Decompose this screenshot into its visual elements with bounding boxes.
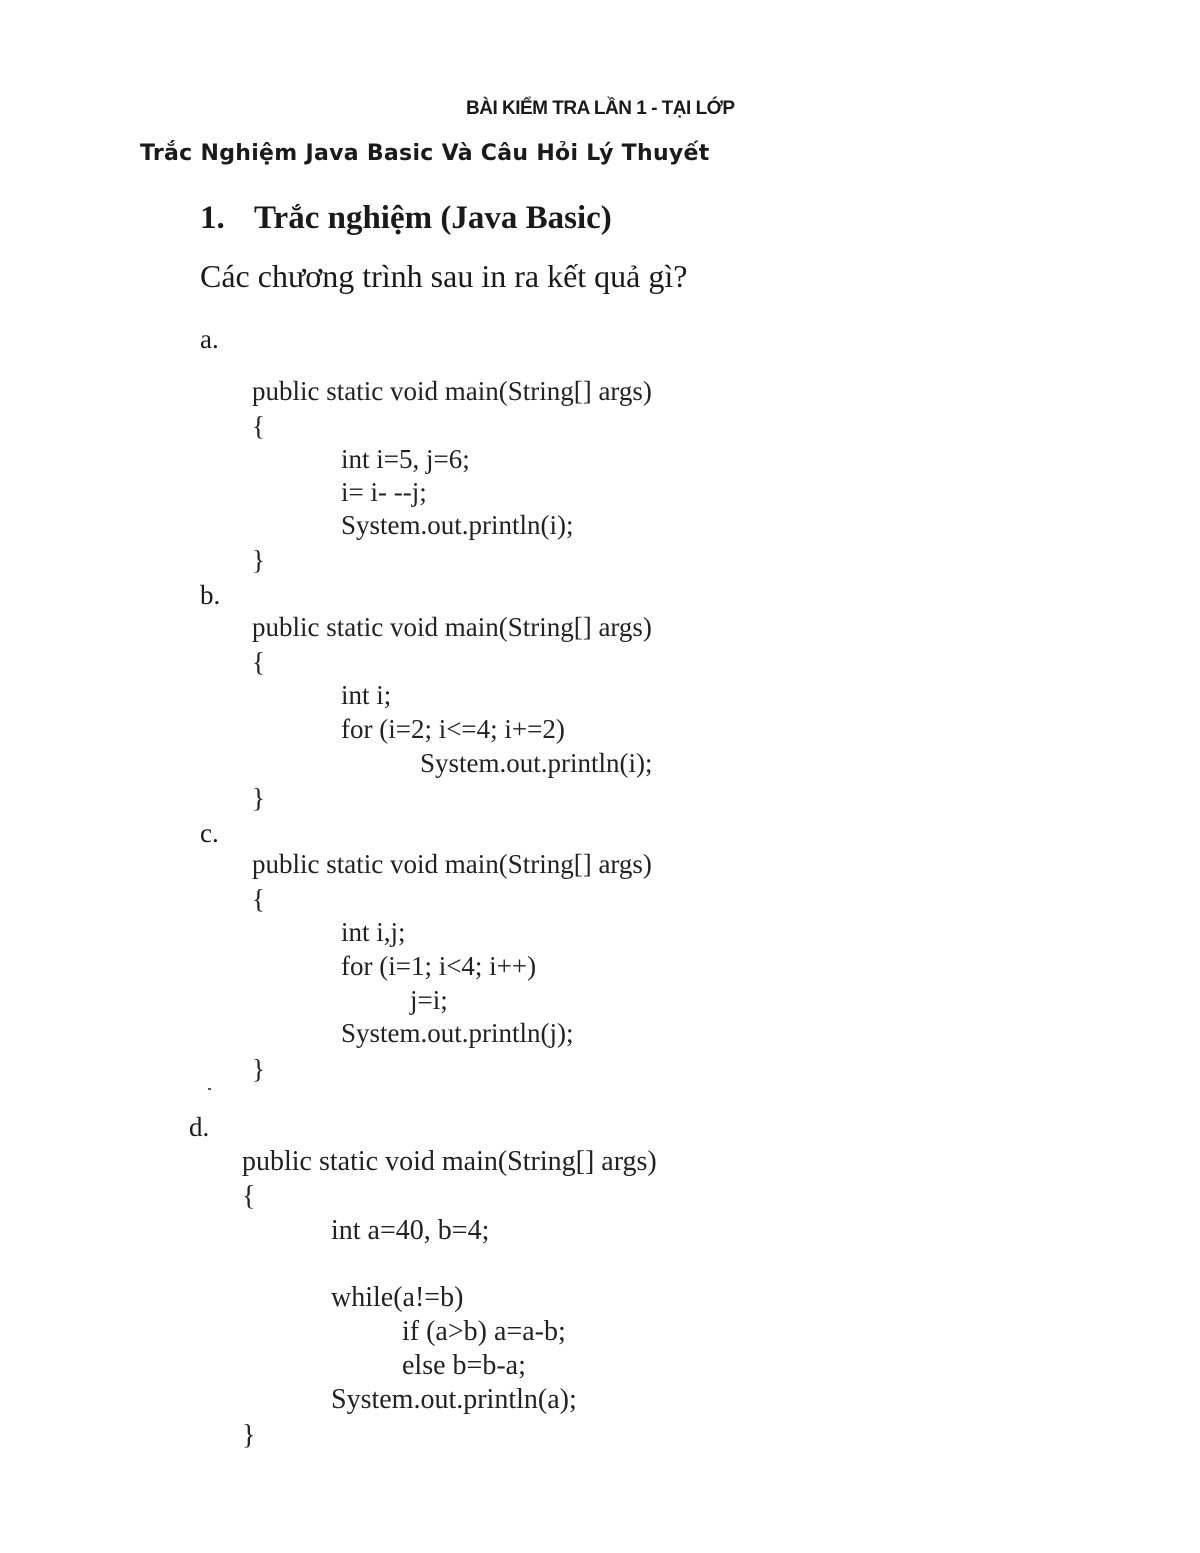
code-line: for (i=1; i<4; i++)	[341, 951, 537, 981]
code-line: }	[242, 1420, 256, 1451]
code-line: for (i=2; i<=4; i+=2)	[341, 714, 565, 744]
code-line: public static void main(String[] args)	[242, 1146, 657, 1177]
code-line: System.out.println(i);	[420, 748, 653, 778]
code-line: else b=b-a;	[402, 1350, 526, 1381]
code-line: int i;	[341, 680, 392, 710]
question-text: Các chương trình sau in ra kết quả gì?	[200, 258, 688, 294]
code-line: public static void main(String[] args)	[252, 376, 652, 406]
code-line: while(a!=b)	[331, 1282, 464, 1313]
section-title: Trắc nghiệm (Java Basic)	[254, 200, 612, 236]
code-line: int i,j;	[341, 917, 406, 947]
part-c-label: c.	[200, 818, 219, 848]
code-line: }	[252, 1054, 265, 1084]
code-line: i= i- --j;	[341, 477, 427, 507]
part-b-label: b.	[200, 580, 221, 610]
code-line: if (a>b) a=a-b;	[402, 1316, 566, 1347]
code-line: }	[252, 545, 265, 575]
stray-mark	[208, 1088, 211, 1090]
document-subtitle: Trắc Nghiệm Java Basic Và Câu Hỏi Lý Thuyết	[140, 141, 710, 166]
code-line: int a=40, b=4;	[331, 1215, 490, 1246]
code-line: {	[252, 647, 265, 677]
section-number: 1.	[200, 200, 225, 236]
code-line: }	[252, 783, 265, 813]
code-line: System.out.println(a);	[331, 1384, 577, 1415]
part-a-label: a.	[200, 324, 219, 354]
code-line: public static void main(String[] args)	[252, 849, 652, 879]
code-line: System.out.println(i);	[341, 510, 574, 540]
code-line: System.out.println(j);	[341, 1018, 574, 1048]
code-line: {	[252, 884, 265, 914]
document-header: BÀI KIỂM TRA LẦN 1 - TẠI LỚP	[466, 98, 735, 119]
code-line: {	[242, 1181, 256, 1212]
section-heading	[200, 200, 612, 237]
code-line: int i=5, j=6;	[341, 444, 470, 474]
code-line: j=i;	[410, 985, 448, 1015]
code-line: public static void main(String[] args)	[252, 612, 652, 642]
code-line: {	[252, 411, 265, 441]
part-d-label: d.	[189, 1112, 210, 1142]
